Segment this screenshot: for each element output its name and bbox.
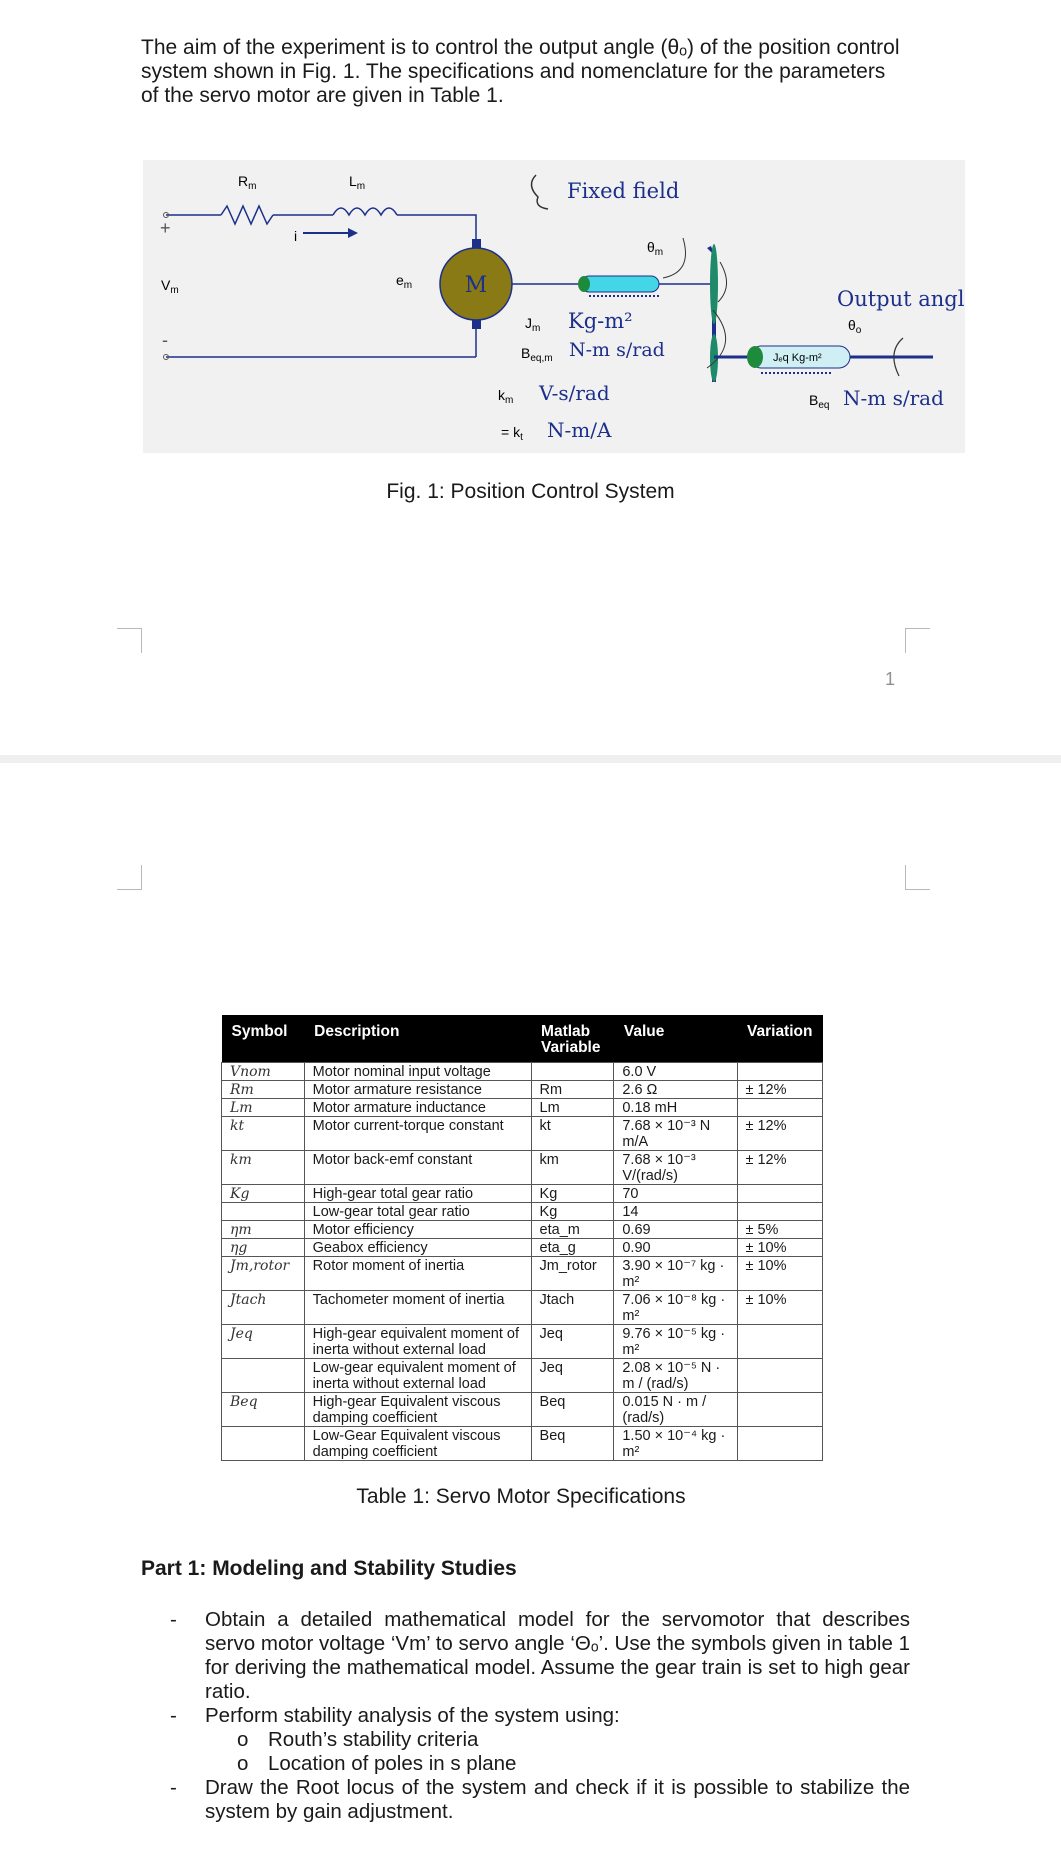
table-cell-symbol: km bbox=[222, 1151, 305, 1185]
table-cell-value: 6.0 V bbox=[614, 1063, 737, 1081]
svg-text:Vm: $V_m$ bbox=[161, 277, 179, 296]
header-description: Description bbox=[304, 1015, 531, 1063]
table-cell-value: 0.69 bbox=[614, 1221, 737, 1239]
table-row bbox=[222, 1427, 823, 1461]
corner-mark-bottom-right bbox=[905, 865, 930, 890]
table-cell-symbol: Beq bbox=[222, 1393, 305, 1427]
svg-text:θm: $\theta_m$ bbox=[647, 239, 664, 258]
beq-unit: N-m s/rad bbox=[843, 386, 944, 410]
table-cell-variable: Kg bbox=[531, 1185, 614, 1203]
theta-o-label: θ bbox=[848, 317, 856, 333]
theta-m-curve bbox=[663, 238, 686, 278]
jm-unit: Kg-m² bbox=[568, 309, 633, 333]
table-cell-value: 3.90 × 10⁻⁷ kg · m² bbox=[614, 1257, 737, 1291]
table-cell-variation bbox=[737, 1325, 823, 1359]
table-cell-variable: eta_g bbox=[531, 1239, 614, 1257]
table-cell-symbol bbox=[222, 1427, 305, 1461]
motor-inertia-cylinder bbox=[581, 276, 659, 292]
em-label: e bbox=[396, 272, 404, 288]
svg-text:km: $k_m$ bbox=[498, 387, 514, 406]
table-cell-variation bbox=[737, 1359, 823, 1393]
table-cell-symbol: ηg bbox=[222, 1239, 305, 1257]
motor-terminal-bottom bbox=[472, 320, 481, 329]
jm-label: J bbox=[525, 315, 532, 331]
table-cell-variable: Jeq bbox=[531, 1325, 614, 1359]
table-row bbox=[222, 1203, 823, 1221]
table-row bbox=[222, 1081, 823, 1099]
table-cell-description: High-gear Equivalent viscous damping coefficient bbox=[304, 1393, 531, 1427]
table-cell-variation: ± 12% bbox=[737, 1151, 823, 1185]
table-cell-symbol bbox=[222, 1203, 305, 1221]
table-cell-value: 1.50 × 10⁻⁴ kg · m² bbox=[614, 1427, 737, 1461]
svg-text:em: $e_m$ bbox=[396, 272, 413, 291]
table-row bbox=[222, 1325, 823, 1359]
table-row bbox=[222, 1291, 823, 1325]
page-break bbox=[0, 755, 1061, 763]
table-cell-value: 2.6 Ω bbox=[614, 1081, 737, 1099]
position-control-figure bbox=[143, 160, 965, 453]
header-value: Value bbox=[614, 1015, 737, 1063]
table-cell-value: 2.08 × 10⁻⁵ N · m / (rad/s) bbox=[614, 1359, 737, 1393]
table-cell-value: 7.68 × 10⁻³ N m/A bbox=[614, 1117, 737, 1151]
table-cell-variation: ± 10% bbox=[737, 1239, 823, 1257]
load-inertia-end bbox=[747, 346, 763, 368]
table-cell-description: Motor nominal input voltage bbox=[304, 1063, 531, 1081]
table-cell-variation bbox=[737, 1427, 823, 1461]
table-cell-description: Low-gear equivalent moment of inerta without external load bbox=[304, 1359, 531, 1393]
table-cell-variable: Kg bbox=[531, 1203, 614, 1221]
svg-text:Beq,m: $B_{eq,m}$ bbox=[521, 345, 553, 364]
lm-label: L bbox=[349, 173, 357, 189]
table-row bbox=[222, 1099, 823, 1117]
table-cell-symbol: Jm,rotor bbox=[222, 1257, 305, 1291]
svg-text:θo: $\theta_o$ bbox=[848, 317, 862, 336]
table-cell-value: 0.015 N · m / (rad/s) bbox=[614, 1393, 737, 1427]
table-cell-variation bbox=[737, 1185, 823, 1203]
plus-label: + bbox=[160, 218, 171, 238]
table-cell-variable: Rm bbox=[531, 1081, 614, 1099]
table-cell-value: 7.06 × 10⁻⁸ kg · m² bbox=[614, 1291, 737, 1325]
output-angle-label: Output angle bbox=[837, 287, 965, 311]
table-row bbox=[222, 1185, 823, 1203]
corner-mark-top-right bbox=[905, 628, 930, 653]
beqm-unit: N-m s/rad bbox=[569, 339, 665, 361]
table-cell-description: Motor current-torque constant bbox=[304, 1117, 531, 1151]
motor-label: M bbox=[464, 273, 488, 298]
table-cell-value: 0.18 mH bbox=[614, 1099, 737, 1117]
table-cell-variation bbox=[737, 1203, 823, 1221]
servo-spec-table bbox=[221, 1015, 823, 1461]
table-cell-symbol: Jeq bbox=[222, 1325, 305, 1359]
table-cell-value: 0.90 bbox=[614, 1239, 737, 1257]
table-cell-variable: Jtach bbox=[531, 1291, 614, 1325]
list-item: - Perform stability analysis of the system using: bbox=[170, 1704, 620, 1727]
table-cell-symbol: Kg bbox=[222, 1185, 305, 1203]
list-item: - Obtain a detailed mathematical model for the servomotor that describes servo motor voltage ‘Vm’ to servo angle ‘Θₒ’. Use the symbols given in table 1 for deriving the mathematical model. Assume the gear train is set to high gear ratio. bbox=[170, 1608, 910, 1703]
table-cell-variable: Jm_rotor bbox=[531, 1257, 614, 1291]
motor-terminal-top bbox=[472, 239, 481, 248]
svg-text:= kt: = $k_t$ bbox=[501, 424, 523, 443]
page-number: 1 bbox=[885, 669, 896, 689]
minus-label: - bbox=[162, 330, 168, 350]
table-cell-variable: Lm bbox=[531, 1099, 614, 1117]
sub-list-item: o Routh’s stability criteria bbox=[237, 1728, 479, 1751]
table-cell-description: Rotor moment of inertia bbox=[304, 1257, 531, 1291]
svg-text:Rm: $R_m$ bbox=[238, 173, 257, 192]
resistor-rm bbox=[221, 206, 273, 224]
table-cell-variable: eta_m bbox=[531, 1221, 614, 1239]
table-row bbox=[222, 1393, 823, 1427]
table-cell-value: 14 bbox=[614, 1203, 737, 1221]
current-arrow-head bbox=[348, 228, 358, 238]
rm-label: R bbox=[238, 173, 249, 189]
table-cell-description: Motor armature inductance bbox=[304, 1099, 531, 1117]
km-unit: V-s/rad bbox=[539, 381, 610, 405]
table-caption: Table 1: Servo Motor Specifications bbox=[356, 1485, 686, 1508]
header-symbol: Symbol bbox=[222, 1015, 305, 1063]
table-cell-variation: ± 12% bbox=[737, 1081, 823, 1099]
table-cell-variable: kt bbox=[531, 1117, 614, 1151]
table-cell-variable bbox=[531, 1063, 614, 1081]
circuit-diagram bbox=[143, 160, 965, 453]
table-cell-description: Motor armature resistance bbox=[304, 1081, 531, 1099]
table-cell-variation bbox=[737, 1099, 823, 1117]
table-cell-variation bbox=[737, 1393, 823, 1427]
table-cell-description: Motor back-emf constant bbox=[304, 1151, 531, 1185]
table-cell-description: Tachometer moment of inertia bbox=[304, 1291, 531, 1325]
theta-m-label: θ bbox=[647, 239, 655, 255]
table-cell-variation bbox=[737, 1063, 823, 1081]
part1-list bbox=[170, 1608, 910, 1824]
table-cell-value: 9.76 × 10⁻⁵ kg · m² bbox=[614, 1325, 737, 1359]
table-cell-description: Geabox efficiency bbox=[304, 1239, 531, 1257]
list-item: - Draw the Root locus of the system and check if it is possible to stabilize the system by gain adjustment. bbox=[170, 1776, 910, 1823]
inductor-lm bbox=[333, 208, 397, 215]
corner-mark-top-left bbox=[117, 628, 142, 653]
table-cell-symbol: Lm bbox=[222, 1099, 305, 1117]
table-cell-symbol: ηm bbox=[222, 1221, 305, 1239]
fixed-field-curve bbox=[531, 175, 548, 209]
table-cell-symbol: kt bbox=[222, 1117, 305, 1151]
table-cell-value: 7.68 × 10⁻³ V/(rad/s) bbox=[614, 1151, 737, 1185]
motor-inertia-end bbox=[578, 276, 590, 292]
km-label: k bbox=[498, 387, 505, 403]
table-cell-value: 70 bbox=[614, 1185, 737, 1203]
table-row bbox=[222, 1239, 823, 1257]
sub-list-item: o Location of poles in s plane bbox=[237, 1752, 517, 1775]
table-cell-description: Motor efficiency bbox=[304, 1221, 531, 1239]
table-cell-description: High-gear equivalent moment of inerta without external load bbox=[304, 1325, 531, 1359]
beq-label: B bbox=[809, 392, 819, 408]
figure-caption: Fig. 1: Position Control System bbox=[386, 480, 675, 503]
table-cell-symbol: Jtach bbox=[222, 1291, 305, 1325]
table-cell-symbol: Vnom bbox=[222, 1063, 305, 1081]
table-cell-variation: ± 12% bbox=[737, 1117, 823, 1151]
kt-unit: N-m/A bbox=[547, 418, 612, 442]
fixed-field-label: Fixed field bbox=[567, 179, 680, 203]
table-cell-description: High-gear total gear ratio bbox=[304, 1185, 531, 1203]
table-cell-variable: Beq bbox=[531, 1427, 614, 1461]
current-label: i bbox=[294, 228, 298, 244]
table-cell-variation: ± 5% bbox=[737, 1221, 823, 1239]
table-row bbox=[222, 1257, 823, 1291]
table-body bbox=[222, 1063, 823, 1461]
wire-top-right bbox=[397, 215, 476, 245]
table-cell-description: Low-Gear Equivalent viscous damping coefficient bbox=[304, 1427, 531, 1461]
table-cell-variable: km bbox=[531, 1151, 614, 1185]
corner-mark-bottom-left bbox=[117, 865, 142, 890]
kt-label: = k bbox=[501, 424, 521, 440]
table-row bbox=[222, 1221, 823, 1239]
table-cell-variation: ± 10% bbox=[737, 1291, 823, 1325]
table-cell-description: Low-gear total gear ratio bbox=[304, 1203, 531, 1221]
intro-paragraph: The aim of the experiment is to control the output angle (θₒ) of the position control system shown in Fig. 1. The specifications and nomenclature for the parameters of the servo motor are given in Table 1. bbox=[141, 36, 900, 107]
table-header-row bbox=[222, 1015, 823, 1063]
table-row bbox=[222, 1359, 823, 1393]
svg-text:Beq: $B_{eq}$ bbox=[809, 392, 830, 411]
vm-label: V bbox=[161, 277, 171, 293]
table-cell-variation: ± 10% bbox=[737, 1257, 823, 1291]
table-row bbox=[222, 1063, 823, 1081]
svg-text:Jm: $J_m$ bbox=[525, 315, 541, 334]
part1-title: Part 1: Modeling and Stability Studies bbox=[141, 1557, 517, 1580]
table-cell-variable: Beq bbox=[531, 1393, 614, 1427]
svg-text:Lm: $L_m$ bbox=[349, 173, 366, 192]
table-row bbox=[222, 1151, 823, 1185]
table-cell-variable: Jeq bbox=[531, 1359, 614, 1393]
table-cell-symbol: Rm bbox=[222, 1081, 305, 1099]
jeq-label: Jₑq Kg-m² bbox=[773, 352, 822, 364]
beqm-label: B bbox=[521, 345, 531, 361]
table-row bbox=[222, 1117, 823, 1151]
header-matlab-variable: Matlab Variable bbox=[531, 1015, 614, 1063]
header-variation: Variation bbox=[737, 1015, 823, 1063]
table-cell-symbol bbox=[222, 1359, 305, 1393]
